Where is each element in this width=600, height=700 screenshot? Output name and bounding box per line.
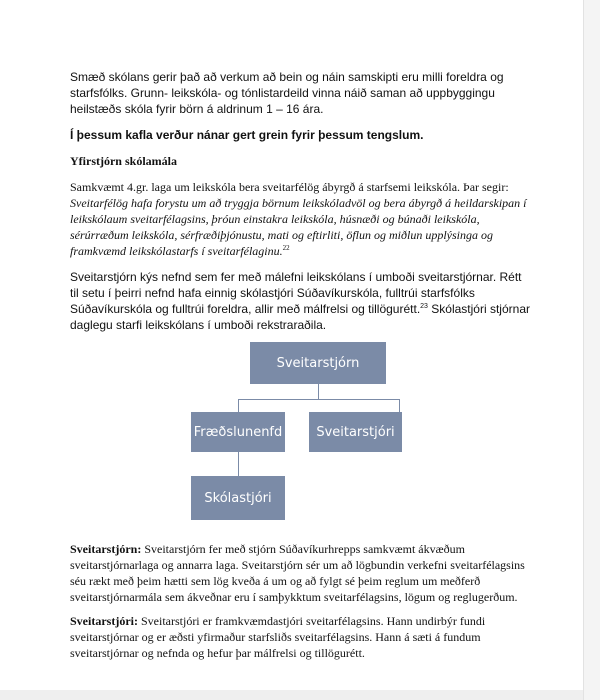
footnote-ref-23[interactable]: 23 bbox=[420, 303, 428, 310]
connector-left-vertical bbox=[238, 399, 239, 412]
org-box-sveitarstjori: Sveitarstjóri bbox=[309, 412, 402, 452]
law-text: Samkvæmt 4.gr. laga um leikskóla bera sveitarfélög ábyrgð á starfsemi leikskóla. Þar segir: bbox=[70, 180, 509, 194]
council-text: Sveitarstjórn fer með stjórn Súðavíkurhrepps samkvæmt ákvæðum sveitarstjórnarlaga og annarra laga. Sveitarstjórn sér um að lögbundin verkefni sveitarfélagsins séu rækt með þeim hætti sem lög kveða á um og að fylgt sé þeim reglum um meðferð sveitarstjórnarmála sem ákveðnar eru í samþykktum sveitarfélagsins, lögum og reglugerðum. bbox=[70, 542, 525, 604]
council-label: Sveitarstjórn: bbox=[70, 542, 142, 556]
org-box-sveitarstjorn: Sveitarstjórn bbox=[250, 342, 386, 384]
law-paragraph bbox=[70, 179, 530, 259]
mayor-text: Sveitarstjóri er framkvæmdastjóri sveitarfélagsins. Hann undirbýr fundi sveitarstjórnar og er æðsti yfirmaður starfsliðs sveitarfélagsins. Hann á sæti á fundum sveitarstjórnar og nefnda og hefur þar málfrelsi og tillögurétt. bbox=[70, 614, 486, 660]
org-chart bbox=[70, 342, 530, 532]
connector-horizontal bbox=[238, 399, 400, 400]
bold-note: Í þessum kafla verður nánar gert grein fyrir þessum tengslum. bbox=[70, 128, 424, 142]
committee-paragraph bbox=[70, 269, 530, 333]
connector-top-vertical bbox=[318, 384, 319, 399]
mayor-paragraph bbox=[70, 613, 530, 661]
org-box-fraedslunefnd: Fræðslunenfd bbox=[191, 412, 285, 452]
council-paragraph bbox=[70, 541, 530, 605]
mayor-label: Sveitarstjóri: bbox=[70, 614, 138, 628]
intro-paragraph: Smæð skólans gerir það að verkum að bein og náin samskipti eru milli foreldra og starfsfólks. Grunn- leikskóla- og tónlistardeild vinna náið saman að uppbyggingu heilstæðs skóla fyrir börn á aldrinum 1 – 16 ára. bbox=[70, 70, 504, 116]
law-quote: Sveitarfélög hafa forystu um að tryggja börnum leikskóladvöl og bera ábyrgð á heildarskipan í leikskólaum sveitarfélagsins, þróun einstakra leikskóla, húsnæði og búnaði leikskóla, sérúrræðum leikskóla, sérfræðiþjónustu, mati og eftirliti, öflun og miðlun upplýsinga og framkvæmd leikskólastarfs í sveitarfélaginu. bbox=[70, 196, 527, 258]
section-heading: Yfirstjórn skólamála bbox=[70, 154, 177, 168]
vertical-scrollbar[interactable] bbox=[583, 0, 600, 700]
document-body bbox=[70, 69, 530, 661]
footnote-ref-22[interactable]: 22 bbox=[282, 244, 290, 252]
connector-right-vertical bbox=[399, 399, 400, 412]
committee-tail: Skólastjóri stjórnar daglegu starfi leikskólans í umboði rekstraraðila. bbox=[70, 302, 530, 332]
org-box-skolastjori: Skólastjóri bbox=[191, 476, 285, 520]
connector-bottom-vertical bbox=[238, 452, 239, 476]
committee-text: Sveitarstjórn kýs nefnd sem fer með málefni leikskólans í umboði sveitarstjórnar. Rétt til setu í þeirri nefnd hafa einnig skólastjóri Súðavíkurskóla, fulltrúi starfsfólks Súðavíkurskóla og fulltrúi foreldra, allir með málfrelsi og tillögurétt. bbox=[70, 270, 522, 316]
